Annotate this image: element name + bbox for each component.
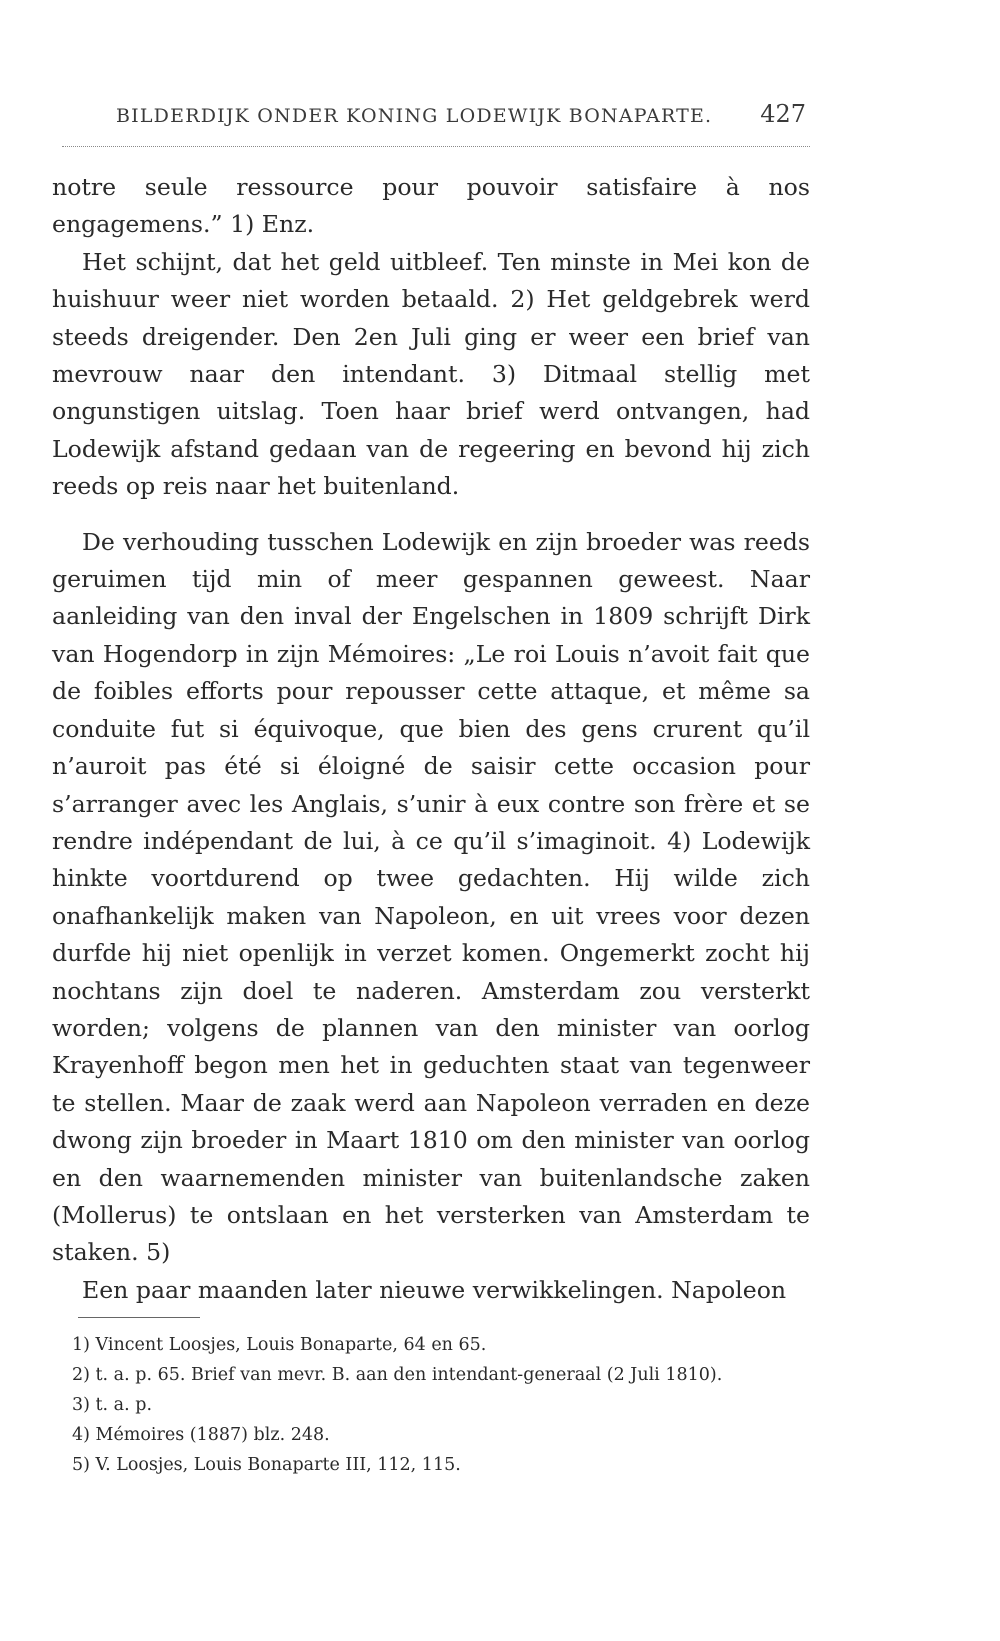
body-text: [52, 169, 810, 1309]
footnote-1: 1) Vincent Loosjes, Louis Bonaparte, 64 en 65.: [72, 1335, 487, 1356]
paragraph-2: Het schijnt, dat het geld uitbleef. Ten minste in Mei kon de huishuur weer niet worden betaald. 2) Het geldgebrek werd steeds dreigender. Den 2en Juli ging er weer een brief van mevrouw naar den intendant. 3) Ditmaal stellig met ongunstigen uitslag. Toen haar brief werd ontvangen, had Lodewijk afstand gedaan van de regeering en bevond hij zich reeds op reis naar het buitenland.: [52, 247, 810, 501]
paragraph-4: Een paar maanden later nieuwe verwikkelingen. Napoleon: [82, 1275, 787, 1304]
header-rule: [62, 146, 810, 147]
footnote-2: 2) t. a. p. 65. Brief van mevr. B. aan den intendant-generaal (2 Juli 1810).: [72, 1365, 723, 1386]
book-page: [52, 100, 810, 1480]
footnotes: [52, 1330, 810, 1480]
running-title: BILDERDIJK ONDER KONING LODEWIJK BONAPARTE.: [116, 105, 713, 127]
paragraph-1: notre seule ressource pour pouvoir satisfaire à nos engagemens.” 1) Enz.: [52, 173, 810, 239]
paragraph-3: De verhouding tusschen Lodewijk en zijn broeder was reeds geruimen tijd min of meer gespannen geweest. Naar aanleiding van den inval der Engelschen in 1809 schrijft Dirk van Hogendorp in zijn Mémoires: „Le roi Louis n’avoit fait que de foibles efforts pour repousser cette attaque, et même sa conduite fut si équivoque, que bien des gens crurent qu’il n’auroit pas été si éloigné de saisir cette occasion pour s’arranger avec les Anglais, s’unir à eux contre son frère et se rendre indépendant de lui, à ce qu’il s’imaginoit. 4) Lodewijk hinkte voortdurend op twee gedachten. Hij wilde zich onafhankelijk maken van Napoleon, en uit vrees voor dezen durfde hij niet openlijk in verzet komen. Ongemerkt zocht hij nochtans zijn doel te naderen. Amsterdam zou versterkt worden; volgens de plannen van den minister van oorlog Krayenhoff begon men het in geduchten staat van tegenweer te stellen. Maar de zaak werd aan Napoleon verraden en deze dwong zijn broeder in Maart 1810 om den minister van oorlog en den waarnemenden minister van buitenlandsche zaken (Mollerus) te ontslaan en het versterken van Amsterdam te staken. 5): [52, 527, 810, 1267]
footnote-rule: [78, 1317, 200, 1318]
footnote-3: 3) t. a. p.: [72, 1395, 153, 1416]
running-head: [52, 100, 810, 128]
footnote-4: 4) Mémoires (1887) blz. 248.: [72, 1425, 330, 1446]
page-number: 427: [760, 100, 806, 128]
footnote-5: 5) V. Loosjes, Louis Bonaparte III, 112, 115.: [72, 1455, 461, 1476]
